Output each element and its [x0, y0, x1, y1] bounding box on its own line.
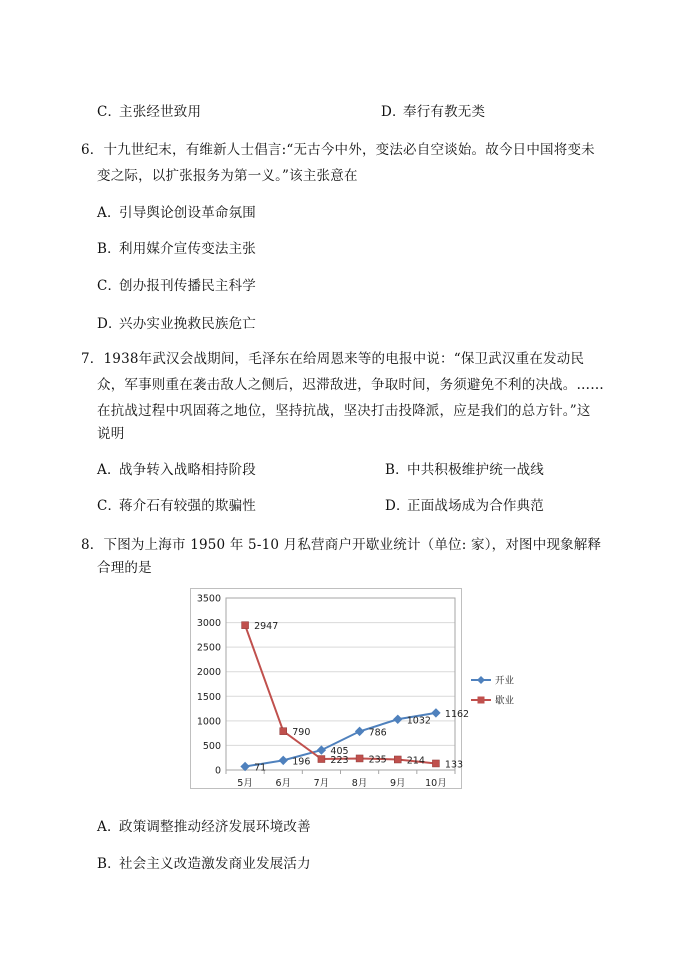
question-text: 下图为上海市 1950 年 5-10 月私营商户开歇业统计（单位: 家），对图中现象解释 — [103, 537, 602, 553]
option-label: D． — [381, 104, 406, 120]
option-text: 主张经世致用 — [119, 104, 202, 120]
data-label: 405 — [330, 746, 349, 758]
option-label: B． — [97, 241, 121, 257]
line-chart — [190, 588, 520, 798]
option-text: 正面战场成为合作典范 — [407, 498, 544, 514]
question-number: 6． — [81, 142, 104, 158]
data-point-square — [356, 755, 363, 762]
data-point-square — [432, 760, 439, 767]
legend-label: 歇业 — [495, 695, 515, 707]
q7-option-d — [385, 494, 544, 514]
q7-stem-line-3: 在抗战过程中巩固蒋之地位，坚持抗战，坚决打击投降派，应是我们的总方针。”这 — [97, 403, 591, 419]
q8-stem-line-2: 合理的是 — [97, 560, 152, 576]
option-text: 中共积极维护统一战线 — [407, 462, 544, 478]
data-label: 790 — [292, 727, 311, 739]
q6-option-d — [97, 312, 256, 332]
x-tick-label: 10月 — [425, 778, 447, 789]
question-number: 8． — [81, 537, 104, 553]
q8-stem-line-1 — [81, 533, 601, 553]
x-tick-label: 6月 — [275, 778, 292, 789]
question-text: 1938年武汉会战期间，毛泽东在给周恩来等的电报中说：“保卫武汉重在发动民 — [103, 351, 585, 367]
q8-option-a — [97, 815, 311, 835]
y-tick-label: 1000 — [196, 716, 221, 728]
q7-stem-line-2: 众，军事则重在袭击敌人之侧后，迟滞敌进，争取时间，务须避免不利的决战。…… — [97, 377, 604, 393]
y-tick-label: 3000 — [196, 618, 221, 630]
q7-option-b — [385, 458, 544, 478]
y-tick-label: 2000 — [196, 667, 221, 679]
chart-svg — [190, 588, 520, 798]
data-label: 71 — [254, 762, 267, 774]
q7-stem-line-1 — [81, 347, 584, 367]
x-tick-label: 9月 — [389, 778, 406, 789]
q7-option-a — [97, 458, 256, 478]
option-label: A． — [97, 819, 121, 835]
y-tick-label: 0 — [214, 765, 221, 777]
y-tick-label: 500 — [202, 740, 221, 752]
option-label: C． — [97, 498, 122, 514]
option-text: 利用媒介宣传变法主张 — [119, 241, 256, 257]
legend-marker — [477, 676, 485, 684]
data-label: 214 — [406, 755, 425, 767]
y-tick-label: 2500 — [196, 642, 221, 654]
x-tick-label: 5月 — [237, 778, 253, 789]
data-label: 133 — [444, 759, 464, 771]
option-text: 社会主义改造激发商业发展活力 — [119, 856, 311, 872]
option-text: 引导舆论创设革命氛围 — [119, 205, 256, 221]
option-text: 创办报刊传播民主科学 — [119, 278, 256, 294]
x-tick-label: 8月 — [351, 778, 368, 789]
q5-option-c — [97, 100, 201, 120]
q6-option-b — [97, 237, 256, 257]
y-tick-label: 1500 — [196, 691, 221, 703]
question-text: 十九世纪末，有维新人士倡言:“无古今中外，变法必自空谈始。故今日中国将变未 — [103, 142, 595, 158]
legend-layer — [471, 675, 515, 707]
option-text: 蒋介石有较强的欺骗性 — [119, 498, 256, 514]
option-label: D． — [385, 498, 410, 514]
data-label: 196 — [292, 756, 311, 768]
data-label: 786 — [368, 727, 387, 739]
option-label: D． — [97, 316, 122, 332]
q7-stem-line-4: 说明 — [97, 426, 125, 442]
data-point-square — [318, 756, 325, 763]
q6-option-c — [97, 274, 256, 294]
q6-stem-line-2: 变之际，以扩张报务为第一义。”该主张意在 — [97, 168, 358, 184]
data-label: 1032 — [406, 715, 431, 727]
data-label: 223 — [330, 755, 349, 767]
legend-marker — [478, 697, 485, 704]
option-label: C． — [97, 278, 122, 294]
option-text: 兴办实业挽救民族危亡 — [119, 316, 256, 332]
option-label: B． — [97, 856, 121, 872]
option-label: B． — [385, 462, 409, 478]
data-point-square — [280, 728, 287, 735]
data-label: 235 — [368, 754, 387, 766]
q5-option-d — [381, 100, 485, 120]
q8-option-b — [97, 852, 311, 872]
data-label: 2947 — [254, 621, 279, 633]
option-text: 战争转入战略相持阶段 — [119, 462, 256, 478]
data-point-square — [242, 622, 249, 629]
option-label: C． — [97, 104, 122, 120]
x-tick-label: 7月 — [313, 778, 330, 789]
y-tick-label: 3500 — [196, 593, 221, 605]
option-label: A． — [97, 205, 121, 221]
option-text: 政策调整推动经济发展环境改善 — [119, 819, 311, 835]
legend-label: 开业 — [495, 675, 515, 687]
q6-option-a — [97, 201, 256, 221]
option-text: 奉行有教无类 — [403, 104, 486, 120]
question-number: 7． — [81, 351, 104, 367]
data-point-square — [394, 756, 401, 763]
q7-option-c — [97, 494, 256, 514]
data-label: 1162 — [444, 708, 470, 720]
q6-stem-line-1 — [81, 138, 595, 158]
option-label: A． — [97, 462, 121, 478]
